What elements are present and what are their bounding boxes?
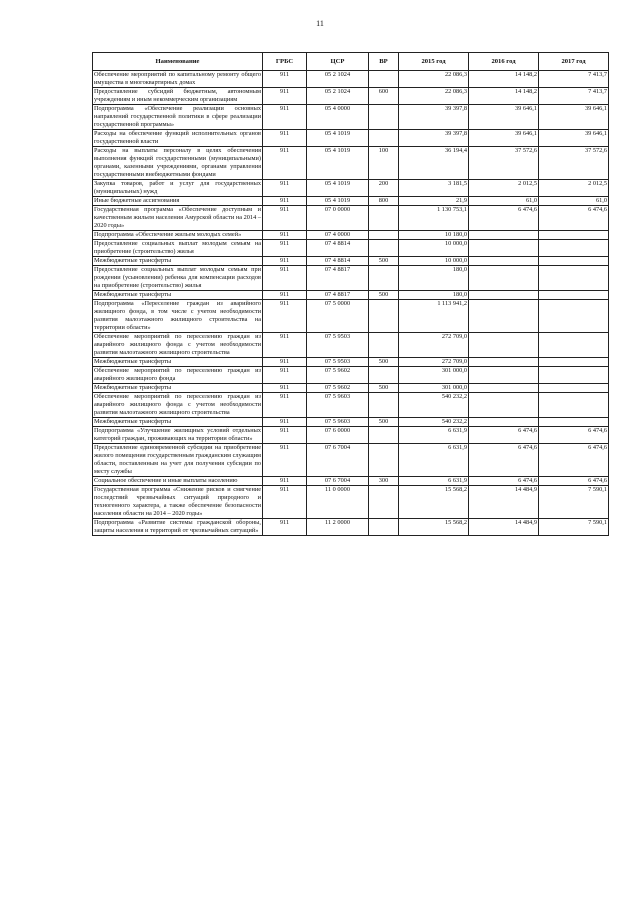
- cell-csr: 07 6 7004: [307, 477, 369, 486]
- cell-name: Обеспечение мероприятий по капитальному ремонту общего имущества в многоквартирных домах: [94, 71, 261, 86]
- cell-2017: [539, 384, 609, 393]
- cell-vr: 100: [369, 147, 399, 180]
- cell-csr: 07 5 9503: [307, 333, 369, 358]
- cell-2015: 301 000,0: [399, 384, 469, 393]
- cell-2016: 2 012,5: [469, 180, 539, 197]
- cell-2016: [469, 231, 539, 240]
- cell-csr: 07 5 0000: [307, 300, 369, 333]
- cell-grbs: 911: [263, 384, 307, 393]
- cell-2017: 7 413,7: [539, 71, 609, 88]
- cell-2016: 14 484,9: [469, 486, 539, 519]
- cell-grbs: 911: [263, 240, 307, 257]
- cell-grbs: 911: [263, 147, 307, 180]
- cell-vr: [369, 130, 399, 147]
- cell-csr: 05 4 1019: [307, 130, 369, 147]
- table-row: [93, 300, 609, 333]
- cell-grbs: 911: [263, 393, 307, 418]
- table-row: [93, 486, 609, 519]
- table-row: [93, 427, 609, 444]
- cell-vr: [369, 367, 399, 384]
- table-row: [93, 477, 609, 486]
- cell-2016: [469, 300, 539, 333]
- cell-csr: 07 4 0000: [307, 231, 369, 240]
- table-row: [93, 367, 609, 384]
- cell-2016: 14 148,2: [469, 71, 539, 88]
- table-row: [93, 384, 609, 393]
- cell-2015: 180,0: [399, 266, 469, 291]
- cell-2015: 301 000,0: [399, 367, 469, 384]
- cell-2017: [539, 257, 609, 266]
- cell-name: Государственная программа «Обеспечение доступным и качественным жильем населения Амурской области на 2014 – 2020 годы»: [94, 206, 261, 229]
- cell-2015: 272 709,0: [399, 358, 469, 367]
- cell-csr: 07 5 9603: [307, 418, 369, 427]
- table-row: [93, 266, 609, 291]
- cell-2017: 39 646,1: [539, 105, 609, 130]
- cell-2015: 15 568,2: [399, 519, 469, 536]
- cell-csr: 07 5 9602: [307, 367, 369, 384]
- table-row: [93, 333, 609, 358]
- cell-2017: [539, 300, 609, 333]
- cell-2016: 14 148,2: [469, 88, 539, 105]
- cell-grbs: 911: [263, 291, 307, 300]
- cell-2017: 37 572,6: [539, 147, 609, 180]
- cell-2016: 39 646,1: [469, 105, 539, 130]
- table-row: [93, 444, 609, 477]
- cell-vr: 500: [369, 257, 399, 266]
- cell-vr: [369, 300, 399, 333]
- table-row: [93, 358, 609, 367]
- cell-vr: [369, 444, 399, 477]
- cell-2015: 6 631,9: [399, 477, 469, 486]
- header-2016: 2016 год: [469, 53, 539, 71]
- cell-2015: 1 130 753,1: [399, 206, 469, 231]
- cell-name: Иные бюджетные ассигнования: [93, 197, 263, 206]
- cell-2016: 6 474,6: [469, 427, 539, 444]
- cell-name: Социальное обеспечение и иные выплаты населению: [93, 477, 263, 486]
- cell-2017: 7 413,7: [539, 88, 609, 105]
- cell-vr: 300: [369, 477, 399, 486]
- table-row: [93, 197, 609, 206]
- cell-2016: [469, 333, 539, 358]
- table-header-row: [93, 53, 609, 71]
- cell-grbs: 911: [263, 300, 307, 333]
- cell-name: Обеспечение мероприятий по переселению граждан из аварийного жилищного фонда с учетом необходимости развития малоэтажного жилищного строительства: [94, 393, 261, 416]
- header-grbs: ГРБС: [263, 53, 307, 71]
- cell-vr: [369, 393, 399, 418]
- cell-2016: [469, 240, 539, 257]
- cell-2017: 6 474,6: [539, 427, 609, 444]
- cell-2016: 39 646,1: [469, 130, 539, 147]
- cell-csr: 07 4 8814: [307, 257, 369, 266]
- cell-grbs: 911: [263, 71, 307, 88]
- cell-2016: [469, 266, 539, 291]
- cell-grbs: 911: [263, 180, 307, 197]
- cell-vr: 500: [369, 418, 399, 427]
- header-2015: 2015 год: [399, 53, 469, 71]
- cell-2016: [469, 367, 539, 384]
- cell-grbs: 911: [263, 231, 307, 240]
- cell-2016: [469, 384, 539, 393]
- cell-2015: 6 631,9: [399, 427, 469, 444]
- cell-grbs: 911: [263, 257, 307, 266]
- cell-2016: [469, 291, 539, 300]
- cell-2017: 6 474,6: [539, 206, 609, 231]
- header-name: Наименование: [93, 53, 263, 71]
- cell-csr: 07 5 9603: [307, 393, 369, 418]
- cell-2016: 6 474,6: [469, 477, 539, 486]
- cell-2015: 1 113 941,2: [399, 300, 469, 333]
- cell-2015: 180,0: [399, 291, 469, 300]
- budget-table: [92, 52, 609, 536]
- cell-2017: [539, 333, 609, 358]
- cell-grbs: 911: [263, 427, 307, 444]
- cell-csr: 07 0 0000: [307, 206, 369, 231]
- cell-2016: [469, 418, 539, 427]
- cell-grbs: 911: [263, 333, 307, 358]
- cell-grbs: 911: [263, 88, 307, 105]
- cell-name: Предоставление социальных выплат молодым семьям при рождении (усыновлении) ребенка для компенсации расходов на приобретение (строительство) жилья: [94, 266, 261, 289]
- table-row: [93, 291, 609, 300]
- cell-csr: 05 2 1024: [307, 71, 369, 88]
- cell-name: Предоставление единовременной субсидии на приобретение жилого помещения государственным гражданским служащим области, поставленным на учет для получения субсидии по месту службы: [94, 444, 261, 475]
- cell-name: Обеспечение мероприятий по переселению граждан из аварийного жилищного фонда: [94, 367, 261, 382]
- cell-2017: [539, 291, 609, 300]
- cell-2016: 37 572,6: [469, 147, 539, 180]
- cell-name: Закупка товаров, работ и услуг для государственных (муниципальных) нужд: [94, 180, 261, 195]
- cell-2017: 2 012,5: [539, 180, 609, 197]
- cell-2015: 15 568,2: [399, 486, 469, 519]
- table-row: [93, 393, 609, 418]
- cell-csr: 07 4 8817: [307, 291, 369, 300]
- cell-2016: 6 474,6: [469, 444, 539, 477]
- cell-vr: [369, 266, 399, 291]
- cell-2017: 61,0: [539, 197, 609, 206]
- cell-grbs: 911: [263, 206, 307, 231]
- cell-grbs: 911: [263, 105, 307, 130]
- cell-vr: [369, 71, 399, 88]
- cell-grbs: 911: [263, 358, 307, 367]
- table-row: [93, 231, 609, 240]
- cell-2017: 6 474,6: [539, 477, 609, 486]
- cell-2016: 6 474,6: [469, 206, 539, 231]
- header-csr: ЦСР: [307, 53, 369, 71]
- cell-2015: 3 181,5: [399, 180, 469, 197]
- cell-2017: [539, 393, 609, 418]
- cell-vr: [369, 427, 399, 444]
- table-row: [93, 240, 609, 257]
- cell-name: Межбюджетные трансферты: [93, 358, 263, 367]
- cell-vr: 500: [369, 358, 399, 367]
- cell-name: Предоставление субсидий бюджетным, автономным учреждениям и иным некоммерческим организациям: [94, 88, 261, 103]
- cell-vr: 500: [369, 384, 399, 393]
- cell-2017: [539, 231, 609, 240]
- cell-2017: [539, 358, 609, 367]
- cell-vr: 200: [369, 180, 399, 197]
- table-row: [93, 130, 609, 147]
- table-row: [93, 71, 609, 88]
- cell-vr: [369, 486, 399, 519]
- cell-2015: 6 631,9: [399, 444, 469, 477]
- cell-grbs: 911: [263, 197, 307, 206]
- cell-grbs: 911: [263, 477, 307, 486]
- cell-2017: [539, 240, 609, 257]
- cell-csr: 05 4 1019: [307, 197, 369, 206]
- cell-2017: 7 590,1: [539, 486, 609, 519]
- cell-2015: 540 232,2: [399, 393, 469, 418]
- cell-csr: 07 6 0000: [307, 427, 369, 444]
- cell-vr: [369, 231, 399, 240]
- header-2017: 2017 год: [539, 53, 609, 71]
- cell-vr: [369, 240, 399, 257]
- cell-vr: [369, 105, 399, 130]
- cell-vr: 600: [369, 88, 399, 105]
- table-row: [93, 257, 609, 266]
- cell-2017: [539, 367, 609, 384]
- cell-name: Межбюджетные трансферты: [93, 418, 263, 427]
- header-vr: ВР: [369, 53, 399, 71]
- cell-grbs: 911: [263, 444, 307, 477]
- cell-csr: 07 6 7004: [307, 444, 369, 477]
- cell-name: Подпрограмма «Улучшение жилищных условий отдельных категорий граждан, проживающих на территории области»: [94, 427, 261, 442]
- cell-name: Межбюджетные трансферты: [93, 291, 263, 300]
- table-row: [93, 180, 609, 197]
- cell-name: Межбюджетные трансферты: [93, 257, 263, 266]
- cell-2015: 36 194,4: [399, 147, 469, 180]
- cell-2017: 7 590,1: [539, 519, 609, 536]
- page-number: 11: [316, 19, 324, 28]
- cell-2015: 10 000,0: [399, 257, 469, 266]
- cell-2017: 6 474,6: [539, 444, 609, 477]
- cell-name: Обеспечение мероприятий по переселению граждан из аварийного жилищного фонда с учетом необходимости развития малоэтажного жилищного строительства: [94, 333, 261, 356]
- cell-grbs: 911: [263, 418, 307, 427]
- cell-csr: 11 2 0000: [307, 519, 369, 536]
- cell-csr: 07 4 8814: [307, 240, 369, 257]
- cell-name: Подпрограмма «Обеспечение реализации основных направлений государственной политики в сфере реализации государственной программы»: [94, 105, 261, 128]
- cell-2015: 22 086,3: [399, 88, 469, 105]
- cell-2015: 21,9: [399, 197, 469, 206]
- cell-2016: [469, 257, 539, 266]
- cell-csr: 05 4 1019: [307, 180, 369, 197]
- cell-csr: 05 2 1024: [307, 88, 369, 105]
- cell-csr: 05 4 1019: [307, 147, 369, 180]
- cell-grbs: 911: [263, 130, 307, 147]
- cell-2016: 61,0: [469, 197, 539, 206]
- cell-csr: 05 4 0000: [307, 105, 369, 130]
- cell-grbs: 911: [263, 486, 307, 519]
- cell-2017: 39 646,1: [539, 130, 609, 147]
- cell-name: Подпрограмма «Обеспечение жильем молодых семей»: [93, 231, 263, 240]
- cell-2017: [539, 418, 609, 427]
- cell-2015: 10 000,0: [399, 240, 469, 257]
- cell-2015: 10 180,0: [399, 231, 469, 240]
- cell-grbs: 911: [263, 266, 307, 291]
- cell-name: Расходы на выплаты персоналу в целях обеспечения выполнения функций государственными (муниципальными) органами, казенными учреждениями, органами управления государственными внебюджетными фондами: [94, 147, 261, 178]
- cell-2016: [469, 358, 539, 367]
- cell-2016: 14 484,9: [469, 519, 539, 536]
- cell-csr: 07 4 8817: [307, 266, 369, 291]
- cell-2015: 540 232,2: [399, 418, 469, 427]
- cell-csr: 07 5 9503: [307, 358, 369, 367]
- table-row: [93, 147, 609, 180]
- table-row: [93, 206, 609, 231]
- cell-vr: 800: [369, 197, 399, 206]
- table-row: [93, 418, 609, 427]
- cell-2015: 39 397,8: [399, 130, 469, 147]
- cell-csr: 11 0 0000: [307, 486, 369, 519]
- cell-vr: 500: [369, 291, 399, 300]
- cell-csr: 07 5 9602: [307, 384, 369, 393]
- cell-name: Подпрограмма «Развитие системы гражданской обороны, защиты населения и территорий от чрезвычайных ситуаций»: [94, 519, 261, 534]
- table-row: [93, 105, 609, 130]
- cell-name: Межбюджетные трансферты: [93, 384, 263, 393]
- table-row: [93, 88, 609, 105]
- cell-name: Государственная программа «Снижение рисков и смягчение последствий чрезвычайных ситуаций природного и техногенного характера, а также обеспечение безопасности населения области на 2014 – 2020 годы»: [94, 486, 261, 517]
- cell-grbs: 911: [263, 519, 307, 536]
- cell-2015: 39 397,8: [399, 105, 469, 130]
- cell-2017: [539, 266, 609, 291]
- table-row: [93, 519, 609, 536]
- cell-vr: [369, 206, 399, 231]
- cell-2015: 22 086,3: [399, 71, 469, 88]
- cell-vr: [369, 519, 399, 536]
- cell-name: Подпрограмма «Переселение граждан из аварийного жилищного фонда, в том числе с учетом необходимости развития малоэтажного жилищного строительства на территории области»: [94, 300, 261, 331]
- cell-vr: [369, 333, 399, 358]
- cell-name: Расходы на обеспечение функций исполнительных органов государственной власти: [94, 130, 261, 145]
- cell-name: Предоставление социальных выплат молодым семьям на приобретение (строительство) жилья: [94, 240, 261, 255]
- cell-2016: [469, 393, 539, 418]
- cell-grbs: 911: [263, 367, 307, 384]
- cell-2015: 272 709,0: [399, 333, 469, 358]
